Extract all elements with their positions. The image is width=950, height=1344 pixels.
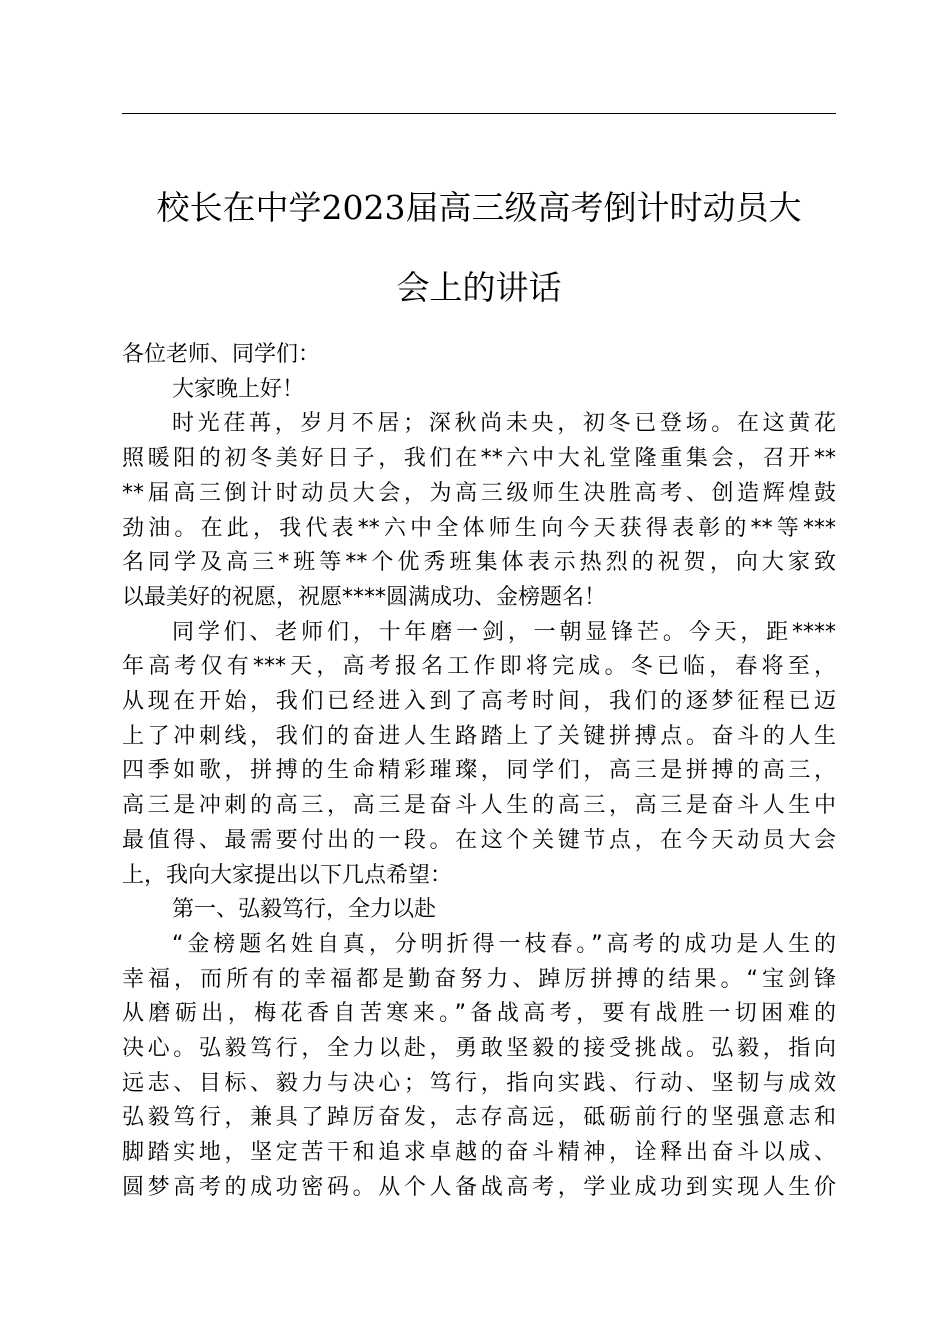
- title-line: 校长在中学2023届高三级高考倒计时动员大: [156, 188, 802, 227]
- body-line: 四季如歌，拼搏的生命精彩璀璨，同学们，高三是拼搏的高三，: [122, 758, 836, 784]
- body-line: 从磨砺出，梅花香自苦寒来。”备战高考，要有战胜一切困难的: [122, 1001, 836, 1027]
- body-line: 时光荏苒，岁月不居；深秋尚未央，初冬已登场。在这黄花: [172, 411, 836, 437]
- body-line: 从现在开始，我们已经进入到了高考时间，我们的逐梦征程已迈: [122, 689, 836, 715]
- body-line: 脚踏实地，坚定苦干和追求卓越的奋斗精神，诠释出奋斗以成、: [122, 1140, 836, 1166]
- body-line: 圆梦高考的成功密码。从个人备战高考，学业成功到实现人生价: [122, 1174, 836, 1200]
- body-line: 上，我向大家提出以下几点希望：: [122, 862, 453, 888]
- body-line: 第一、弘毅笃行，全力以赴: [172, 897, 437, 923]
- body-line: 弘毅笃行，兼具了踔厉奋发，志存高远，砥砺前行的坚强意志和: [122, 1105, 836, 1131]
- body-line: 最值得、最需要付出的一段。在这个关键节点，在今天动员大会: [122, 827, 836, 853]
- body-line: 上了冲刺线，我们的奋进人生路踏上了关键拼搏点。奋斗的人生: [122, 723, 836, 749]
- body-line: 年高考仅有***天，高考报名工作即将完成。冬已临，春将至，: [122, 654, 836, 680]
- body-line: 各位老师、同学们：: [122, 342, 321, 367]
- body-line: 幸福，而所有的幸福都是勤奋努力、踔厉拼搏的结果。“宝剑锋: [122, 966, 836, 992]
- body-line: 以最美好的祝愿，祝愿****圆满成功、金榜题名！: [122, 584, 607, 610]
- document-title: [122, 168, 836, 328]
- title-line: 会上的讲话: [396, 268, 562, 307]
- body-line: “金榜题名姓自真，分明折得一枝春。”高考的成功是人生的: [172, 931, 836, 957]
- body-line: 名同学及高三*班等**个优秀班集体表示热烈的祝贺，向大家致: [122, 550, 836, 576]
- body-line: 高三是冲刺的高三，高三是奋斗人生的高三，高三是奋斗人生中: [122, 793, 836, 819]
- header-rule: [122, 113, 836, 114]
- document-body: [122, 338, 836, 1206]
- body-line: 照暖阳的初冬美好日子，我们在**六中大礼堂隆重集会，召开**: [122, 446, 836, 472]
- body-line: 决心。弘毅笃行，全力以赴，勇敢坚毅的接受挑战。弘毅，指向: [122, 1036, 836, 1062]
- body-line: 同学们、老师们，十年磨一剑，一朝显锋芒。今天，距****: [172, 619, 836, 645]
- body-line: 劲油。在此，我代表**六中全体师生向今天获得表彰的**等***: [122, 515, 836, 541]
- body-line: 远志、目标、毅力与决心；笃行，指向实践、行动、坚韧与成效: [122, 1070, 836, 1096]
- body-line: **届高三倒计时动员大会，为高三级师生决胜高考、创造辉煌鼓: [122, 480, 836, 506]
- body-line: 大家晚上好！: [172, 376, 305, 402]
